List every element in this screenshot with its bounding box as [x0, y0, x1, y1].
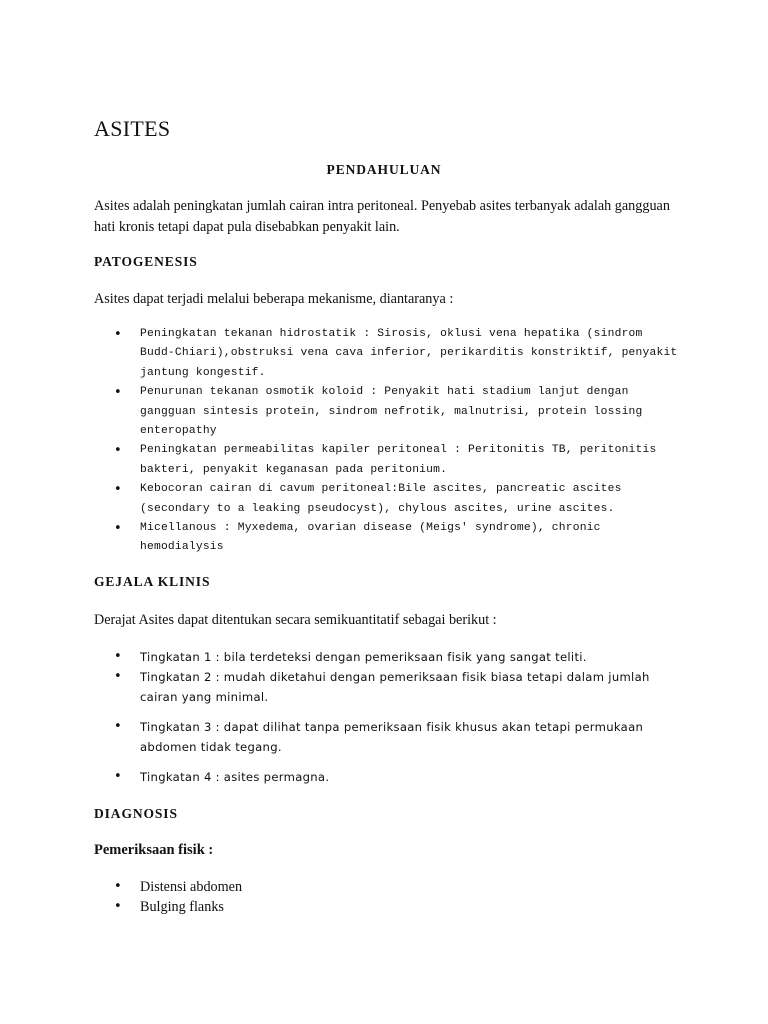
list-item: • Peningkatan tekanan hidrostatik : Sirosis, oklusi vena hepatika (sindrom Budd-Chiari),obstruksi vena cava inferior, perikarditis konstriktif, penyakit jantung kongestif. — [114, 325, 684, 383]
intro-paragraph: Asites adalah peningkatan jumlah cairan intra peritoneal. Penyebab asites terbanyak adalah gangguan hati kronis tetapi dapat pula disebabkan penyakit lain. — [94, 198, 670, 235]
list-item: • Tingkatan 4 : asites permagna. — [114, 767, 674, 787]
pemeriksaan-fisik-label: Pemeriksaan fisik : — [94, 842, 214, 858]
gejala-list — [114, 647, 674, 787]
list-item: • Micellanous : Myxedema, ovarian disease (Meigs' syndrome), chronic hemodialysis — [114, 519, 684, 558]
list-item: • Bulging flanks — [114, 897, 514, 917]
document-title: ASITES — [94, 116, 171, 141]
patogenesis-list — [114, 325, 684, 558]
gejala-heading: GEJALA KLINIS — [94, 574, 211, 589]
gejala-lead: Derajat Asites dapat ditentukan secara semikuantitatif sebagai berikut : — [94, 612, 497, 628]
diagnosis-heading: DIAGNOSIS — [94, 806, 178, 821]
list-item: • Distensi abdomen — [114, 877, 514, 897]
patogenesis-lead: Asites dapat terjadi melalui beberapa mekanisme, diantaranya : — [94, 291, 454, 307]
list-item: • Tingkatan 2 : mudah diketahui dengan pemeriksaan fisik biasa tetapi dalam jumlah cairan yang minimal. — [114, 667, 674, 707]
list-item: • Tingkatan 3 : dapat dilihat tanpa pemeriksaan fisik khusus akan tetapi permukaan abdomen tidak tegang. — [114, 717, 674, 757]
diagnosis-list — [114, 877, 514, 917]
patogenesis-heading: PATOGENESIS — [94, 254, 198, 269]
list-item: • Penurunan tekanan osmotik koloid : Penyakit hati stadium lanjut dengan gangguan sintesis protein, sindrom nefrotik, malnutrisi, protein lossing enteropathy — [114, 383, 684, 441]
list-item: • Tingkatan 1 : bila terdeteksi dengan pemeriksaan fisik yang sangat teliti. — [114, 647, 674, 667]
intro-heading: PENDAHULUAN — [326, 162, 442, 177]
list-item: • Kebocoran cairan di cavum peritoneal:Bile ascites, pancreatic ascites (secondary to a leaking pseudocyst), chylous ascites, urine ascites. — [114, 480, 684, 519]
list-item: • Peningkatan permeabilitas kapiler peritoneal : Peritonitis TB, peritonitis bakteri, penyakit keganasan pada peritonium. — [114, 441, 684, 480]
